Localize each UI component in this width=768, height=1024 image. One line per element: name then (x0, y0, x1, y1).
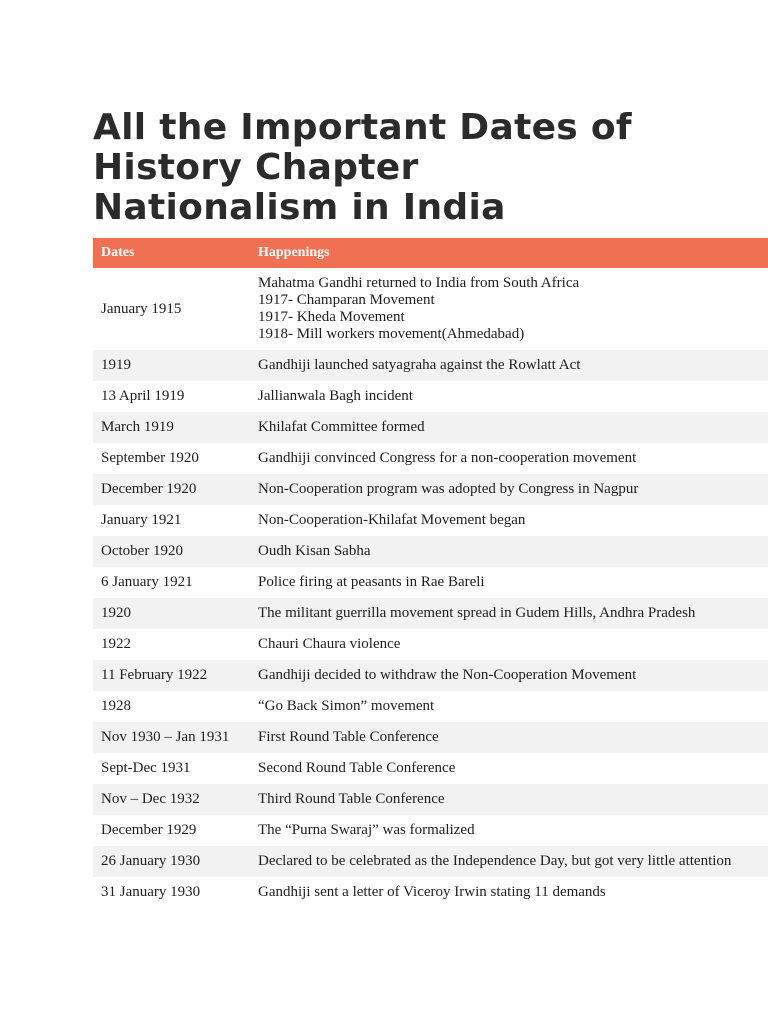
date-cell: September 1920 (101, 450, 199, 466)
happening-cell: The “Purna Swaraj” was formalized (258, 822, 475, 838)
date-cell: Nov 1930 – Jan 1931 (93, 722, 250, 753)
table-row (93, 381, 768, 412)
table-row (93, 536, 768, 567)
happening-cell: Gandhiji launched satyagraha against the Rowlatt Act (250, 350, 768, 381)
table-row (93, 691, 768, 722)
table-row (93, 877, 768, 908)
happening-cell: Gandhiji convinced Congress for a non-cooperation movement (258, 450, 637, 466)
happening-cell: Non-Cooperation program was adopted by Congress in Nagpur (250, 474, 768, 505)
date-cell: January 1921 (101, 512, 182, 528)
date-cell: March 1919 (93, 412, 250, 443)
date-cell: Sept-Dec 1931 (101, 760, 191, 776)
happening-cell: Second Round Table Conference (258, 760, 456, 776)
happening-cell: Gandhiji sent a letter of Viceroy Irwin stating 11 demands (258, 884, 606, 900)
date-cell: 1928 (101, 698, 131, 714)
column-header-happenings: Happenings (250, 238, 768, 268)
table-row (93, 722, 768, 753)
happening-cell: Gandhiji decided to withdraw the Non-Cooperation Movement (250, 660, 768, 691)
title-line: History Chapter (93, 147, 419, 188)
document-page (93, 108, 768, 908)
happening-line: Mahatma Gandhi returned to India from South Africa (258, 275, 580, 291)
table-row (93, 815, 768, 846)
table-row (93, 629, 768, 660)
happening-cell: Non-Cooperation-Khilafat Movement began (258, 512, 526, 528)
date-cell: 11 February 1922 (93, 660, 250, 691)
date-cell: December 1929 (101, 822, 197, 838)
date-cell: 13 April 1919 (101, 388, 185, 404)
happening-cell: Police firing at peasants in Rae Bareli (258, 574, 485, 590)
happening-line: 1917- Kheda Movement (258, 309, 405, 325)
date-cell: Nov – Dec 1932 (93, 784, 250, 815)
table-row (93, 660, 768, 691)
happening-cell: “Go Back Simon” movement (258, 698, 435, 714)
date-cell: 6 January 1921 (101, 574, 193, 590)
date-cell: 1919 (93, 350, 250, 381)
happening-cell: Declared to be celebrated as the Independence Day, but got very little attention (250, 846, 768, 877)
dates-table (93, 238, 768, 908)
happening-line: 1918- Mill workers movement(Ahmedabad) (258, 326, 525, 342)
date-cell: December 1920 (93, 474, 250, 505)
happening-line: 1917- Champaran Movement (258, 292, 435, 308)
title-line: All the Important Dates of (93, 107, 632, 148)
happening-cell: First Round Table Conference (250, 722, 768, 753)
table-row (93, 598, 768, 629)
title-line: Nationalism in India (93, 187, 506, 228)
table-row (93, 412, 768, 443)
date-cell: 1922 (101, 636, 131, 652)
table-row (93, 846, 768, 877)
table-header-row (93, 238, 768, 268)
happening-cell (250, 268, 768, 350)
table-row (93, 784, 768, 815)
date-cell: 26 January 1930 (93, 846, 250, 877)
happening-cell: Khilafat Committee formed (250, 412, 768, 443)
date-cell: 1920 (93, 598, 250, 629)
table-row (93, 268, 768, 350)
column-header-dates: Dates (93, 238, 250, 268)
table-row (93, 350, 768, 381)
date-cell: 31 January 1930 (101, 884, 201, 900)
page-title (93, 108, 693, 228)
date-cell: October 1920 (93, 536, 250, 567)
happening-cell: Oudh Kisan Sabha (250, 536, 768, 567)
happening-cell: The militant guerrilla movement spread in Gudem Hills, Andhra Pradesh (250, 598, 768, 629)
happening-cell: Third Round Table Conference (250, 784, 768, 815)
table-row (93, 443, 768, 474)
table-body (93, 268, 768, 908)
table-row (93, 505, 768, 536)
happening-cell: Jallianwala Bagh incident (258, 388, 413, 404)
date-cell: January 1915 (101, 300, 182, 317)
happening-cell: Chauri Chaura violence (258, 636, 401, 652)
table-row (93, 567, 768, 598)
table-row (93, 753, 768, 784)
table-row (93, 474, 768, 505)
